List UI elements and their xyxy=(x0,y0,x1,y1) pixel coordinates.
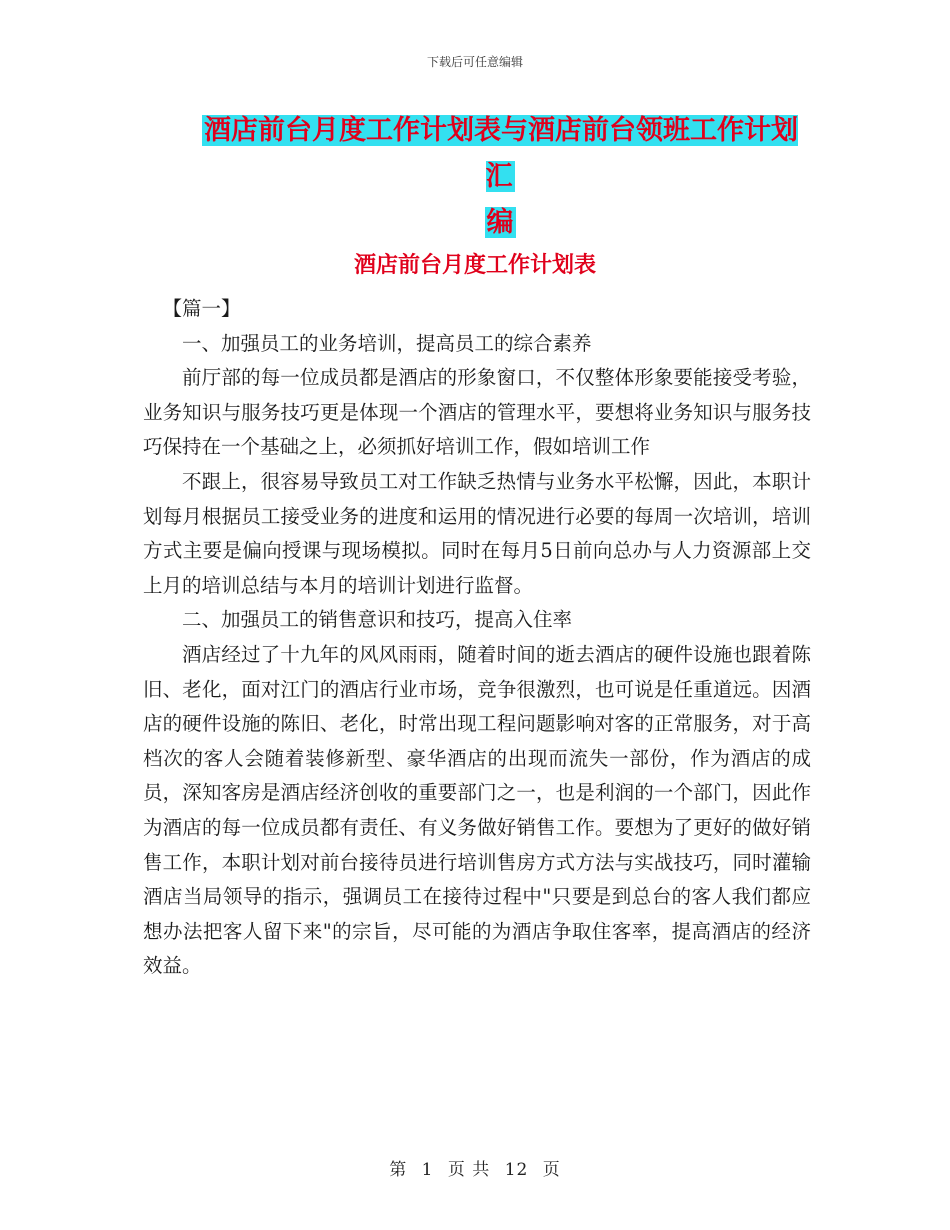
paragraph: 不跟上，很容易导致员工对工作缺乏热情与业务水平松懈，因此，本职计划每月根据员工接受业务的进度和运用的情况进行必要的每周一次培训，培训方式主要是偏向授课与现场模拟。同时在每月5日前向总办与人力资源部上交上月的培训总结与本月的培训计划进行监督。 xyxy=(143,469,811,597)
document-body xyxy=(143,292,811,984)
page-total: 12 xyxy=(504,1160,529,1180)
document-title-line-2: 编 xyxy=(486,207,514,238)
document-title xyxy=(190,108,810,246)
header-note: 下载后可任意编辑 xyxy=(426,55,523,69)
paragraph: 前厅部的每一位成员都是酒店的形象窗口，不仅整体形象要能接受考验，业务知识与服务技巧更是体现一个酒店的管理水平，要想将业务知识与服务技巧保持在一个基础之上，必须抓好培训工作，假如培训工作 xyxy=(143,366,811,459)
page-mid: 页 共 xyxy=(447,1160,491,1180)
paragraph: 酒店经过了十九年的风风雨雨，随着时间的逝去酒店的硬件设施也跟着陈旧、老化，面对江门的酒店行业市场，竞争很激烈，也可说是任重道远。因酒店的硬件设施的陈旧、老化，时常出现工程问题影响对客的正常服务，对于高档次的客人会随着装修新型、豪华酒店的出现而流失一部份，作为酒店的成员，深知客房是酒店经济创收的重要部门之一，也是利润的一个部门，因此作为酒店的每一位成员都有责任、有义务做好销售工作。要想为了更好的做好销售工作，本职计划对前台接待员进行培训售房方式方法与实战技巧，同时灌输酒店当局领导的指示，强调员工在接待过程中"只要是到总台的客人我们都应想办法把客人留下来"的宗旨，尽可能的为酒店争取住客率，提高酒店的经济效益。 xyxy=(143,642,811,978)
paragraph-heading-2: 二、加强员工的销售意识和技巧，提高入住率 xyxy=(182,608,573,632)
page-suffix: 页 xyxy=(542,1160,561,1180)
part-label: 【篇一】 xyxy=(162,297,241,320)
section-title: 酒店前台月度工作计划表 xyxy=(353,253,596,278)
page-footer xyxy=(0,1155,950,1180)
page-prefix: 第 xyxy=(389,1160,408,1180)
paragraph-heading-1: 一、加强员工的业务培训，提高员工的综合素养 xyxy=(182,331,592,355)
page-number: 1 xyxy=(421,1160,434,1180)
document-title-line-1: 酒店前台月度工作计划表与酒店前台领班工作计划汇 xyxy=(204,115,798,192)
